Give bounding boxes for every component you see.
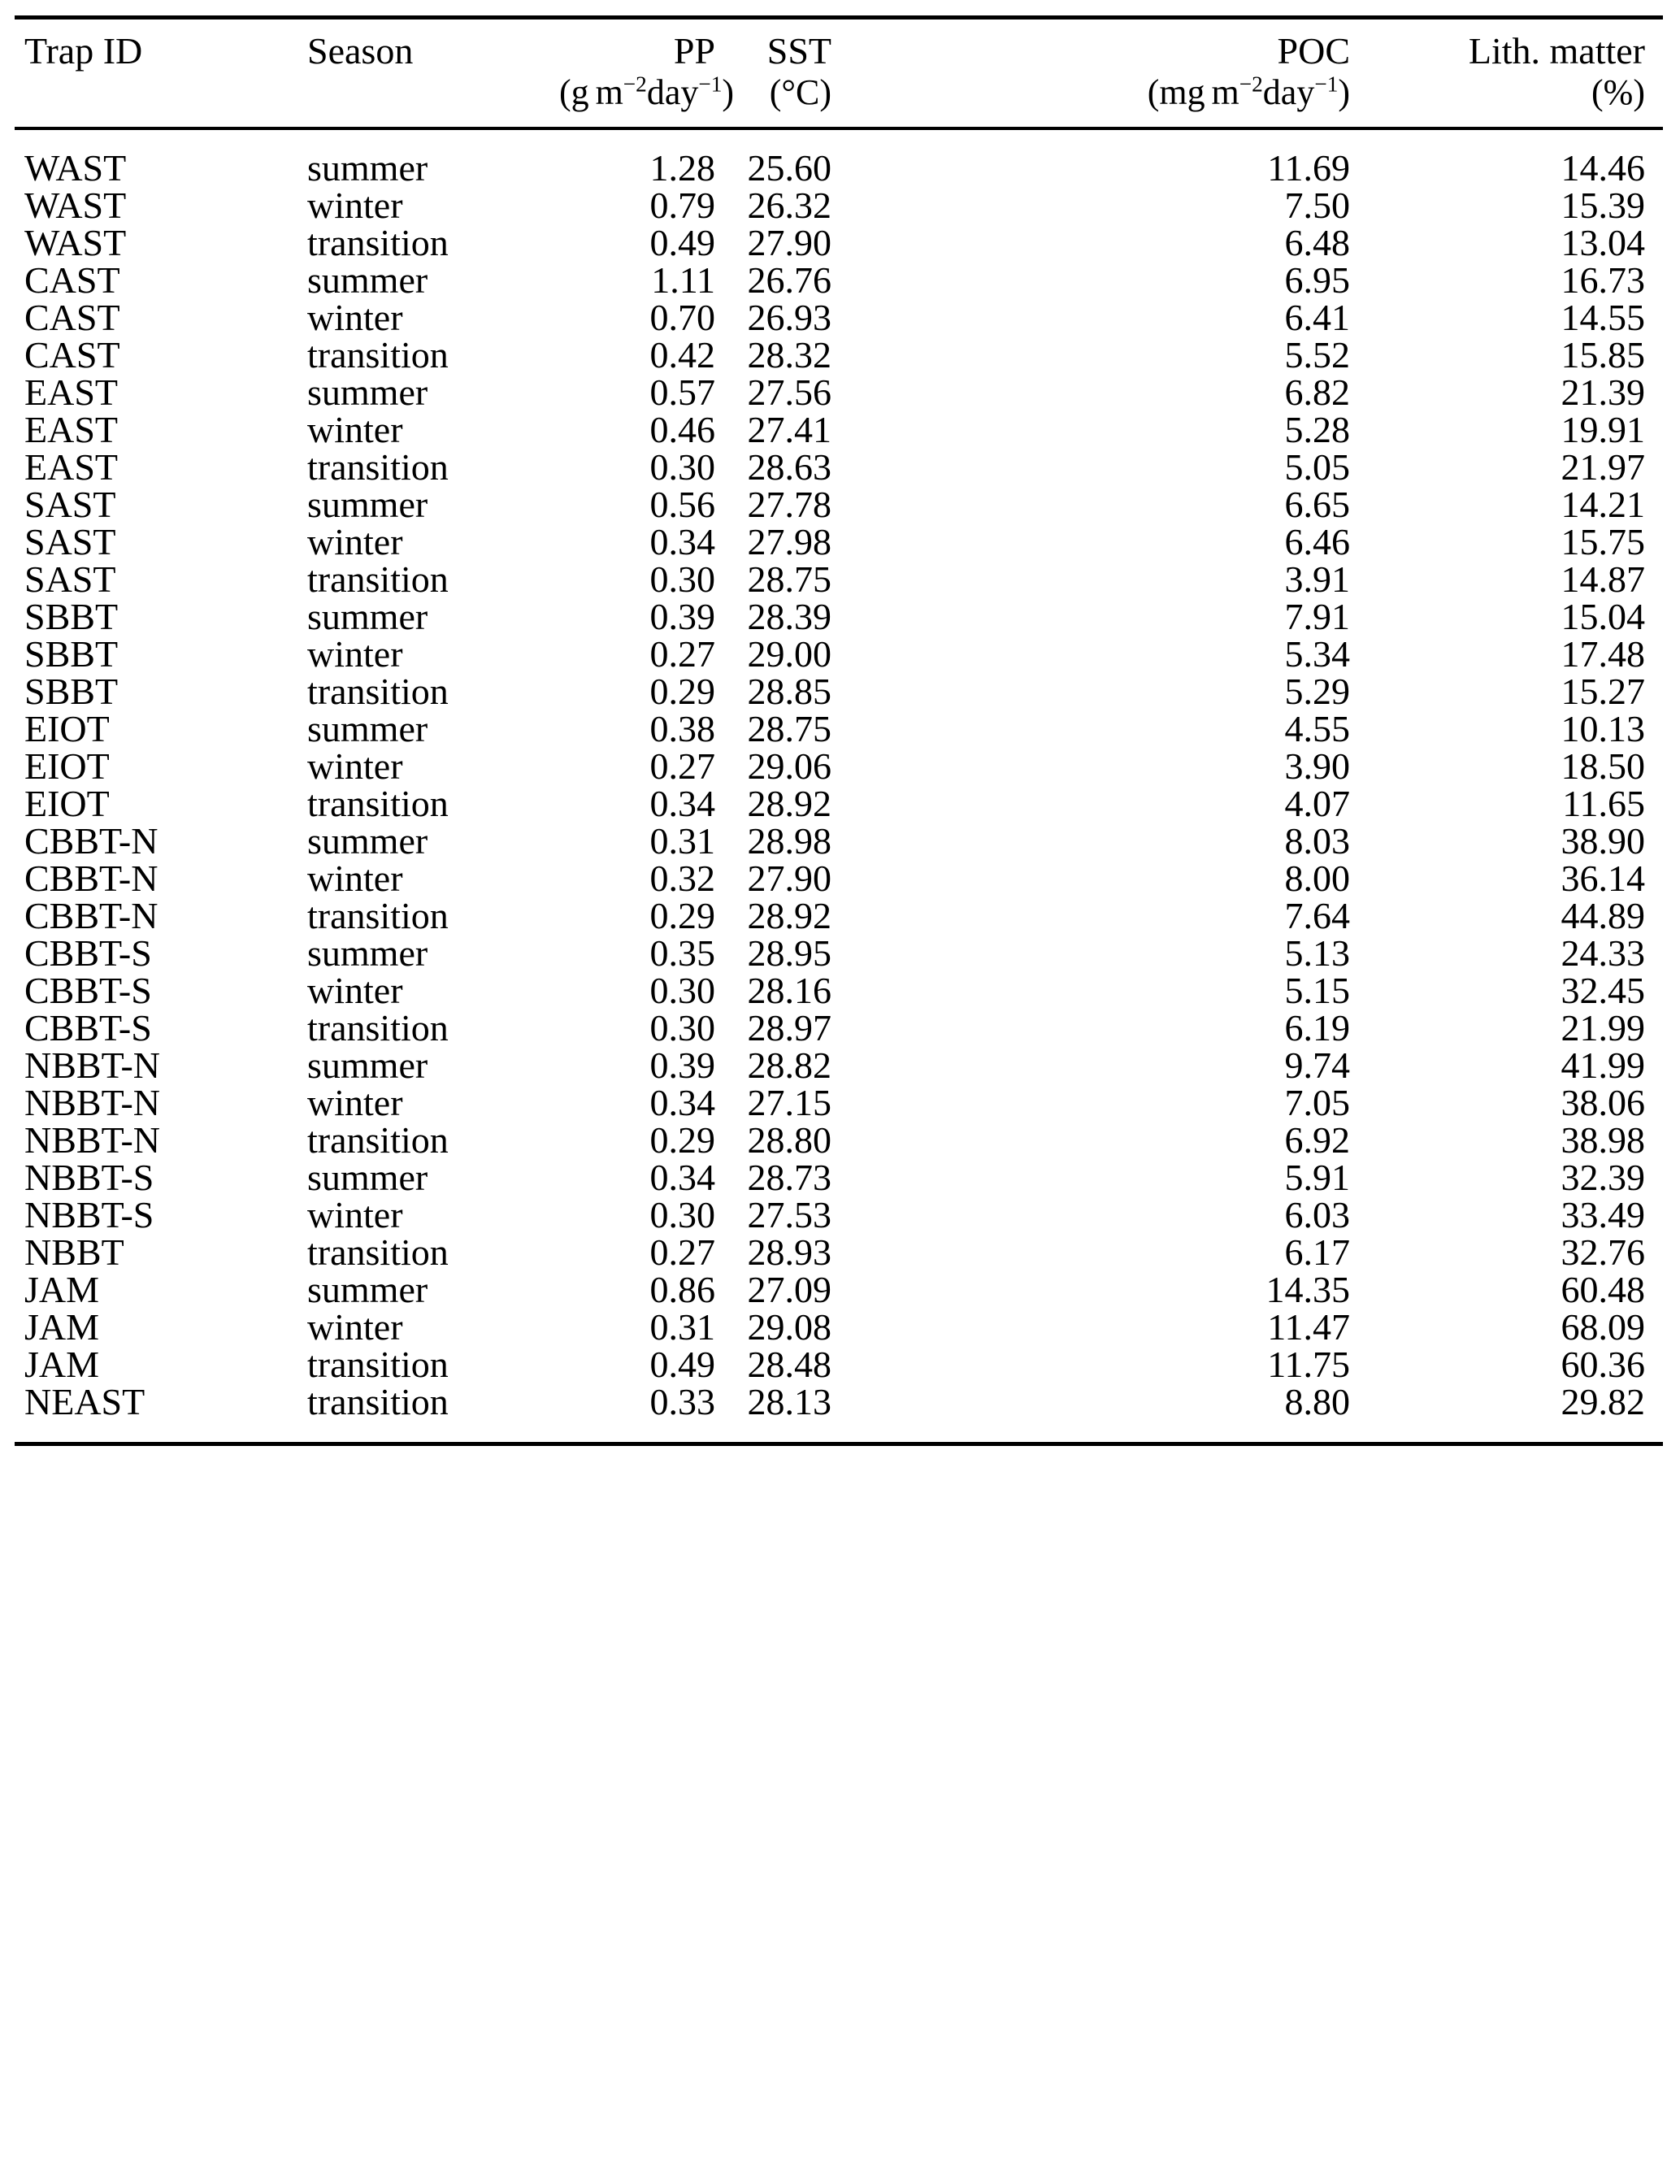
cell-lith-matter: 19.91	[1561, 409, 1645, 450]
cell-trap-id: SBBT	[24, 671, 119, 712]
cell-trap-id: WAST	[24, 222, 127, 263]
cell-pp: 0.27	[649, 1231, 715, 1273]
cell-lith-matter: 32.76	[1561, 1231, 1645, 1273]
cell-season: winter	[307, 409, 403, 450]
table-row	[15, 897, 1663, 935]
cell-sst: 29.00	[747, 633, 831, 675]
column-header-poc-unit	[831, 72, 1350, 112]
cell-poc: 6.82	[1284, 371, 1350, 413]
column-header-trap-id-unit	[24, 75, 157, 111]
cell-pp: 0.39	[649, 1044, 715, 1086]
table-row	[15, 449, 1663, 486]
poc-unit-metre: m	[1211, 72, 1239, 112]
cell-poc: 7.50	[1284, 185, 1350, 226]
cell-lith-matter: 15.27	[1561, 671, 1645, 712]
pp-unit-close: )	[722, 72, 735, 112]
cell-poc: 4.07	[1284, 783, 1350, 824]
cell-trap-id: SBBT	[24, 596, 119, 637]
cell-poc: 7.64	[1284, 895, 1350, 936]
cell-sst: 26.32	[747, 185, 831, 226]
cell-sst: 28.92	[747, 783, 831, 824]
table-row	[15, 636, 1663, 673]
cell-poc: 5.29	[1284, 671, 1350, 712]
cell-season: transition	[307, 783, 449, 824]
cell-sst: 28.75	[747, 708, 831, 749]
table-row	[15, 411, 1663, 449]
cell-lith-matter: 21.97	[1561, 446, 1645, 488]
cell-poc: 5.91	[1284, 1157, 1350, 1198]
cell-season: summer	[307, 147, 428, 189]
cell-pp: 0.38	[649, 708, 715, 749]
cell-lith-matter: 32.39	[1561, 1157, 1645, 1198]
column-header-sst-unit: (°C)	[769, 72, 831, 112]
cell-pp: 0.49	[649, 222, 715, 263]
cell-pp: 0.70	[649, 297, 715, 338]
table-row	[15, 262, 1663, 299]
poc-unit-open: (mg	[1147, 72, 1205, 112]
column-header-poc-label: POC	[1277, 30, 1350, 72]
cell-trap-id: CBBT-S	[24, 1007, 152, 1049]
cell-trap-id: CBBT-N	[24, 820, 158, 862]
cell-trap-id: SAST	[24, 558, 116, 600]
cell-poc: 4.55	[1284, 708, 1350, 749]
cell-lith-matter: 15.39	[1561, 185, 1645, 226]
column-header-sst-label: SST	[766, 30, 831, 72]
cell-season: transition	[307, 1231, 449, 1273]
table-header	[15, 18, 1663, 129]
cell-poc: 7.05	[1284, 1082, 1350, 1123]
cell-poc: 6.48	[1284, 222, 1350, 263]
cell-season: transition	[307, 1007, 449, 1049]
cell-poc: 6.41	[1284, 297, 1350, 338]
cell-trap-id: NBBT-N	[24, 1044, 160, 1086]
cell-season: summer	[307, 1044, 428, 1086]
cell-pp: 0.39	[649, 596, 715, 637]
cell-trap-id: EAST	[24, 371, 118, 413]
cell-sst: 27.53	[747, 1194, 831, 1235]
cell-season: winter	[307, 970, 403, 1011]
cell-season: transition	[307, 671, 449, 712]
cell-pp: 0.29	[649, 1119, 715, 1161]
cell-trap-id: SAST	[24, 521, 116, 562]
cell-pp: 0.34	[649, 783, 715, 824]
cell-season: summer	[307, 932, 428, 974]
column-header-season-label: Season	[307, 30, 414, 72]
table-row	[15, 785, 1663, 823]
cell-lith-matter: 15.75	[1561, 521, 1645, 562]
cell-season: summer	[307, 371, 428, 413]
cell-trap-id: NBBT-N	[24, 1082, 160, 1123]
column-header-season	[157, 18, 559, 129]
table-row	[15, 128, 1663, 187]
cell-pp: 0.46	[649, 409, 715, 450]
cell-trap-id: EAST	[24, 409, 118, 450]
column-header-trap-id	[15, 18, 157, 129]
cell-season: winter	[307, 185, 403, 226]
cell-sst: 28.95	[747, 932, 831, 974]
cell-lith-matter: 18.50	[1561, 745, 1645, 787]
cell-poc: 5.28	[1284, 409, 1350, 450]
table-row	[15, 337, 1663, 374]
cell-season: summer	[307, 596, 428, 637]
column-header-lith-matter	[1350, 18, 1663, 129]
cell-season: transition	[307, 446, 449, 488]
cell-season: summer	[307, 259, 428, 301]
table-row	[15, 710, 1663, 748]
cell-pp: 0.42	[649, 334, 715, 376]
cell-trap-id: NBBT-N	[24, 1119, 160, 1161]
cell-sst: 25.60	[747, 147, 831, 189]
column-header-season-unit	[307, 75, 559, 111]
cell-pp: 0.34	[649, 521, 715, 562]
cell-trap-id: SAST	[24, 484, 116, 525]
cell-poc: 3.90	[1284, 745, 1350, 787]
cell-trap-id: EIOT	[24, 708, 110, 749]
cell-pp: 0.30	[649, 1007, 715, 1049]
column-header-poc	[831, 18, 1350, 129]
cell-trap-id: EIOT	[24, 783, 110, 824]
cell-lith-matter: 60.48	[1561, 1269, 1645, 1310]
pp-unit-metre: m	[595, 72, 623, 112]
cell-trap-id: CAST	[24, 259, 120, 301]
cell-trap-id: CBBT-S	[24, 932, 152, 974]
table-row	[15, 1010, 1663, 1047]
table-row	[15, 860, 1663, 897]
cell-lith-matter: 33.49	[1561, 1194, 1645, 1235]
cell-trap-id: JAM	[24, 1306, 100, 1348]
table-row	[15, 1047, 1663, 1084]
pp-unit-open: (g	[559, 72, 589, 112]
table-row	[15, 598, 1663, 636]
table-row	[15, 523, 1663, 561]
cell-season: summer	[307, 820, 428, 862]
cell-sst: 28.80	[747, 1119, 831, 1161]
pp-unit-day-exponent: −1	[698, 72, 723, 97]
cell-season: summer	[307, 1157, 428, 1198]
cell-poc: 9.74	[1284, 1044, 1350, 1086]
table-row	[15, 1084, 1663, 1122]
table-row	[15, 972, 1663, 1010]
cell-poc: 11.69	[1267, 147, 1350, 189]
cell-lith-matter: 17.48	[1561, 633, 1645, 675]
cell-pp: 0.29	[649, 895, 715, 936]
cell-poc: 8.80	[1284, 1381, 1350, 1422]
cell-pp: 0.27	[649, 633, 715, 675]
cell-poc: 5.34	[1284, 633, 1350, 675]
cell-trap-id: NBBT	[24, 1231, 124, 1273]
cell-poc: 6.65	[1284, 484, 1350, 525]
cell-pp: 0.31	[649, 1306, 715, 1348]
cell-lith-matter: 16.73	[1561, 259, 1645, 301]
cell-trap-id: CAST	[24, 334, 120, 376]
cell-pp: 0.86	[649, 1269, 715, 1310]
cell-lith-matter: 15.04	[1561, 596, 1645, 637]
cell-lith-matter: 38.98	[1561, 1119, 1645, 1161]
cell-season: transition	[307, 222, 449, 263]
cell-sst: 27.15	[747, 1082, 831, 1123]
cell-sst: 28.32	[747, 334, 831, 376]
column-header-pp-unit	[559, 72, 735, 112]
pp-unit-day: day	[646, 72, 699, 112]
cell-poc: 3.91	[1284, 558, 1350, 600]
poc-unit-close: )	[1338, 72, 1350, 112]
cell-trap-id: WAST	[24, 185, 127, 226]
cell-lith-matter: 38.90	[1561, 820, 1645, 862]
column-header-lith-matter-unit: (%)	[1591, 72, 1645, 112]
cell-poc: 5.52	[1284, 334, 1350, 376]
cell-pp: 0.33	[649, 1381, 715, 1422]
cell-trap-id: EAST	[24, 446, 118, 488]
table-row	[15, 224, 1663, 262]
cell-trap-id: JAM	[24, 1269, 100, 1310]
cell-pp: 0.79	[649, 185, 715, 226]
cell-poc: 11.75	[1267, 1344, 1350, 1385]
cell-poc: 11.47	[1267, 1306, 1350, 1348]
cell-poc: 5.15	[1284, 970, 1350, 1011]
table-row	[15, 935, 1663, 972]
cell-sst: 27.90	[747, 858, 831, 899]
cell-pp: 0.49	[649, 1344, 715, 1385]
cell-pp: 1.28	[649, 147, 715, 189]
cell-lith-matter: 29.82	[1561, 1381, 1645, 1422]
cell-lith-matter: 21.99	[1561, 1007, 1645, 1049]
column-header-lith-matter-label: Lith. matter	[1468, 30, 1645, 72]
cell-sst: 28.93	[747, 1231, 831, 1273]
cell-season: transition	[307, 1381, 449, 1422]
cell-sst: 28.85	[747, 671, 831, 712]
cell-season: transition	[307, 1119, 449, 1161]
cell-poc: 7.91	[1284, 596, 1350, 637]
cell-trap-id: CAST	[24, 297, 120, 338]
cell-trap-id: JAM	[24, 1344, 100, 1385]
cell-trap-id: NBBT-S	[24, 1157, 154, 1198]
cell-lith-matter: 68.09	[1561, 1306, 1645, 1348]
table-row	[15, 1346, 1663, 1383]
cell-pp: 0.31	[649, 820, 715, 862]
table-row	[15, 1122, 1663, 1159]
table-row	[15, 823, 1663, 860]
cell-poc: 6.19	[1284, 1007, 1350, 1049]
cell-poc: 14.35	[1265, 1269, 1350, 1310]
cell-lith-matter: 36.14	[1561, 858, 1645, 899]
cell-lith-matter: 44.89	[1561, 895, 1645, 936]
cell-season: winter	[307, 1082, 403, 1123]
cell-pp: 0.34	[649, 1082, 715, 1123]
cell-season: winter	[307, 1306, 403, 1348]
cell-pp: 0.27	[649, 745, 715, 787]
pp-unit-metre-exponent: −2	[623, 72, 647, 97]
cell-pp: 0.30	[649, 446, 715, 488]
cell-sst: 29.08	[747, 1306, 831, 1348]
cell-sst: 28.13	[747, 1381, 831, 1422]
cell-season: winter	[307, 633, 403, 675]
cell-sst: 26.93	[747, 297, 831, 338]
table-row	[15, 187, 1663, 224]
cell-poc: 6.03	[1284, 1194, 1350, 1235]
table-body	[15, 128, 1663, 1444]
cell-trap-id: NEAST	[24, 1381, 145, 1422]
cell-sst: 28.97	[747, 1007, 831, 1049]
cell-lith-matter: 41.99	[1561, 1044, 1645, 1086]
cell-lith-matter: 10.13	[1561, 708, 1645, 749]
cell-lith-matter: 14.87	[1561, 558, 1645, 600]
poc-unit-day-exponent: −1	[1314, 72, 1339, 97]
data-table-container	[15, 15, 1663, 1446]
table-row	[15, 1271, 1663, 1309]
poc-unit-day: day	[1262, 72, 1315, 112]
cell-poc: 5.13	[1284, 932, 1350, 974]
cell-season: transition	[307, 895, 449, 936]
table-row	[15, 1309, 1663, 1346]
cell-season: winter	[307, 297, 403, 338]
cell-pp: 0.30	[649, 970, 715, 1011]
cell-sst: 28.48	[747, 1344, 831, 1385]
cell-season: winter	[307, 858, 403, 899]
cell-season: transition	[307, 558, 449, 600]
cell-season: transition	[307, 334, 449, 376]
cell-lith-matter: 11.65	[1562, 783, 1645, 824]
cell-season: winter	[307, 1194, 403, 1235]
cell-season: summer	[307, 708, 428, 749]
cell-pp: 0.30	[649, 1194, 715, 1235]
cell-sst: 28.39	[747, 596, 831, 637]
trap-measurements-table	[15, 15, 1663, 1446]
poc-unit-metre-exponent: −2	[1239, 72, 1263, 97]
cell-poc: 5.05	[1284, 446, 1350, 488]
cell-pp: 1.11	[651, 259, 715, 301]
cell-sst: 27.41	[747, 409, 831, 450]
cell-poc: 6.46	[1284, 521, 1350, 562]
cell-lith-matter: 14.46	[1561, 147, 1645, 189]
cell-lith-matter: 60.36	[1561, 1344, 1645, 1385]
cell-season: winter	[307, 745, 403, 787]
cell-poc: 8.00	[1284, 858, 1350, 899]
cell-poc: 8.03	[1284, 820, 1350, 862]
cell-trap-id: CBBT-N	[24, 858, 158, 899]
cell-season: summer	[307, 1269, 428, 1310]
cell-lith-matter: 32.45	[1561, 970, 1645, 1011]
cell-sst: 27.78	[747, 484, 831, 525]
cell-sst: 29.06	[747, 745, 831, 787]
cell-trap-id: NBBT-S	[24, 1194, 154, 1235]
table-row	[15, 299, 1663, 337]
table-row	[15, 748, 1663, 785]
cell-season: transition	[307, 1344, 449, 1385]
cell-lith-matter: 14.55	[1561, 297, 1645, 338]
cell-pp: 0.56	[649, 484, 715, 525]
column-header-trap-id-label: Trap ID	[24, 30, 143, 72]
cell-lith-matter: 14.21	[1561, 484, 1645, 525]
cell-lith-matter: 13.04	[1561, 222, 1645, 263]
cell-sst: 28.92	[747, 895, 831, 936]
table-row	[15, 1383, 1663, 1444]
cell-sst: 27.90	[747, 222, 831, 263]
cell-lith-matter: 21.39	[1561, 371, 1645, 413]
cell-pp: 0.57	[649, 371, 715, 413]
cell-poc: 6.17	[1284, 1231, 1350, 1273]
cell-sst: 26.76	[747, 259, 831, 301]
cell-pp: 0.35	[649, 932, 715, 974]
cell-pp: 0.30	[649, 558, 715, 600]
cell-poc: 6.92	[1284, 1119, 1350, 1161]
column-header-pp-label: PP	[673, 30, 715, 72]
header-row	[15, 18, 1663, 129]
table-row	[15, 374, 1663, 411]
cell-trap-id: CBBT-N	[24, 895, 158, 936]
cell-lith-matter: 15.85	[1561, 334, 1645, 376]
cell-lith-matter: 38.06	[1561, 1082, 1645, 1123]
cell-sst: 28.75	[747, 558, 831, 600]
cell-sst: 28.63	[747, 446, 831, 488]
cell-sst: 28.73	[747, 1157, 831, 1198]
cell-sst: 27.98	[747, 521, 831, 562]
cell-sst: 28.16	[747, 970, 831, 1011]
cell-trap-id: SBBT	[24, 633, 119, 675]
cell-sst: 27.56	[747, 371, 831, 413]
column-header-pp	[559, 18, 735, 129]
table-row	[15, 1234, 1663, 1271]
cell-sst: 28.98	[747, 820, 831, 862]
table-row	[15, 673, 1663, 710]
cell-pp: 0.32	[649, 858, 715, 899]
table-row	[15, 1159, 1663, 1196]
cell-season: summer	[307, 484, 428, 525]
cell-trap-id: EIOT	[24, 745, 110, 787]
cell-trap-id: WAST	[24, 147, 127, 189]
cell-lith-matter: 24.33	[1561, 932, 1645, 974]
cell-poc: 6.95	[1284, 259, 1350, 301]
cell-trap-id: CBBT-S	[24, 970, 152, 1011]
cell-pp: 0.34	[649, 1157, 715, 1198]
table-row	[15, 1196, 1663, 1234]
cell-sst: 28.82	[747, 1044, 831, 1086]
cell-sst: 27.09	[747, 1269, 831, 1310]
cell-pp: 0.29	[649, 671, 715, 712]
table-row	[15, 486, 1663, 523]
cell-season: winter	[307, 521, 403, 562]
table-row	[15, 561, 1663, 598]
